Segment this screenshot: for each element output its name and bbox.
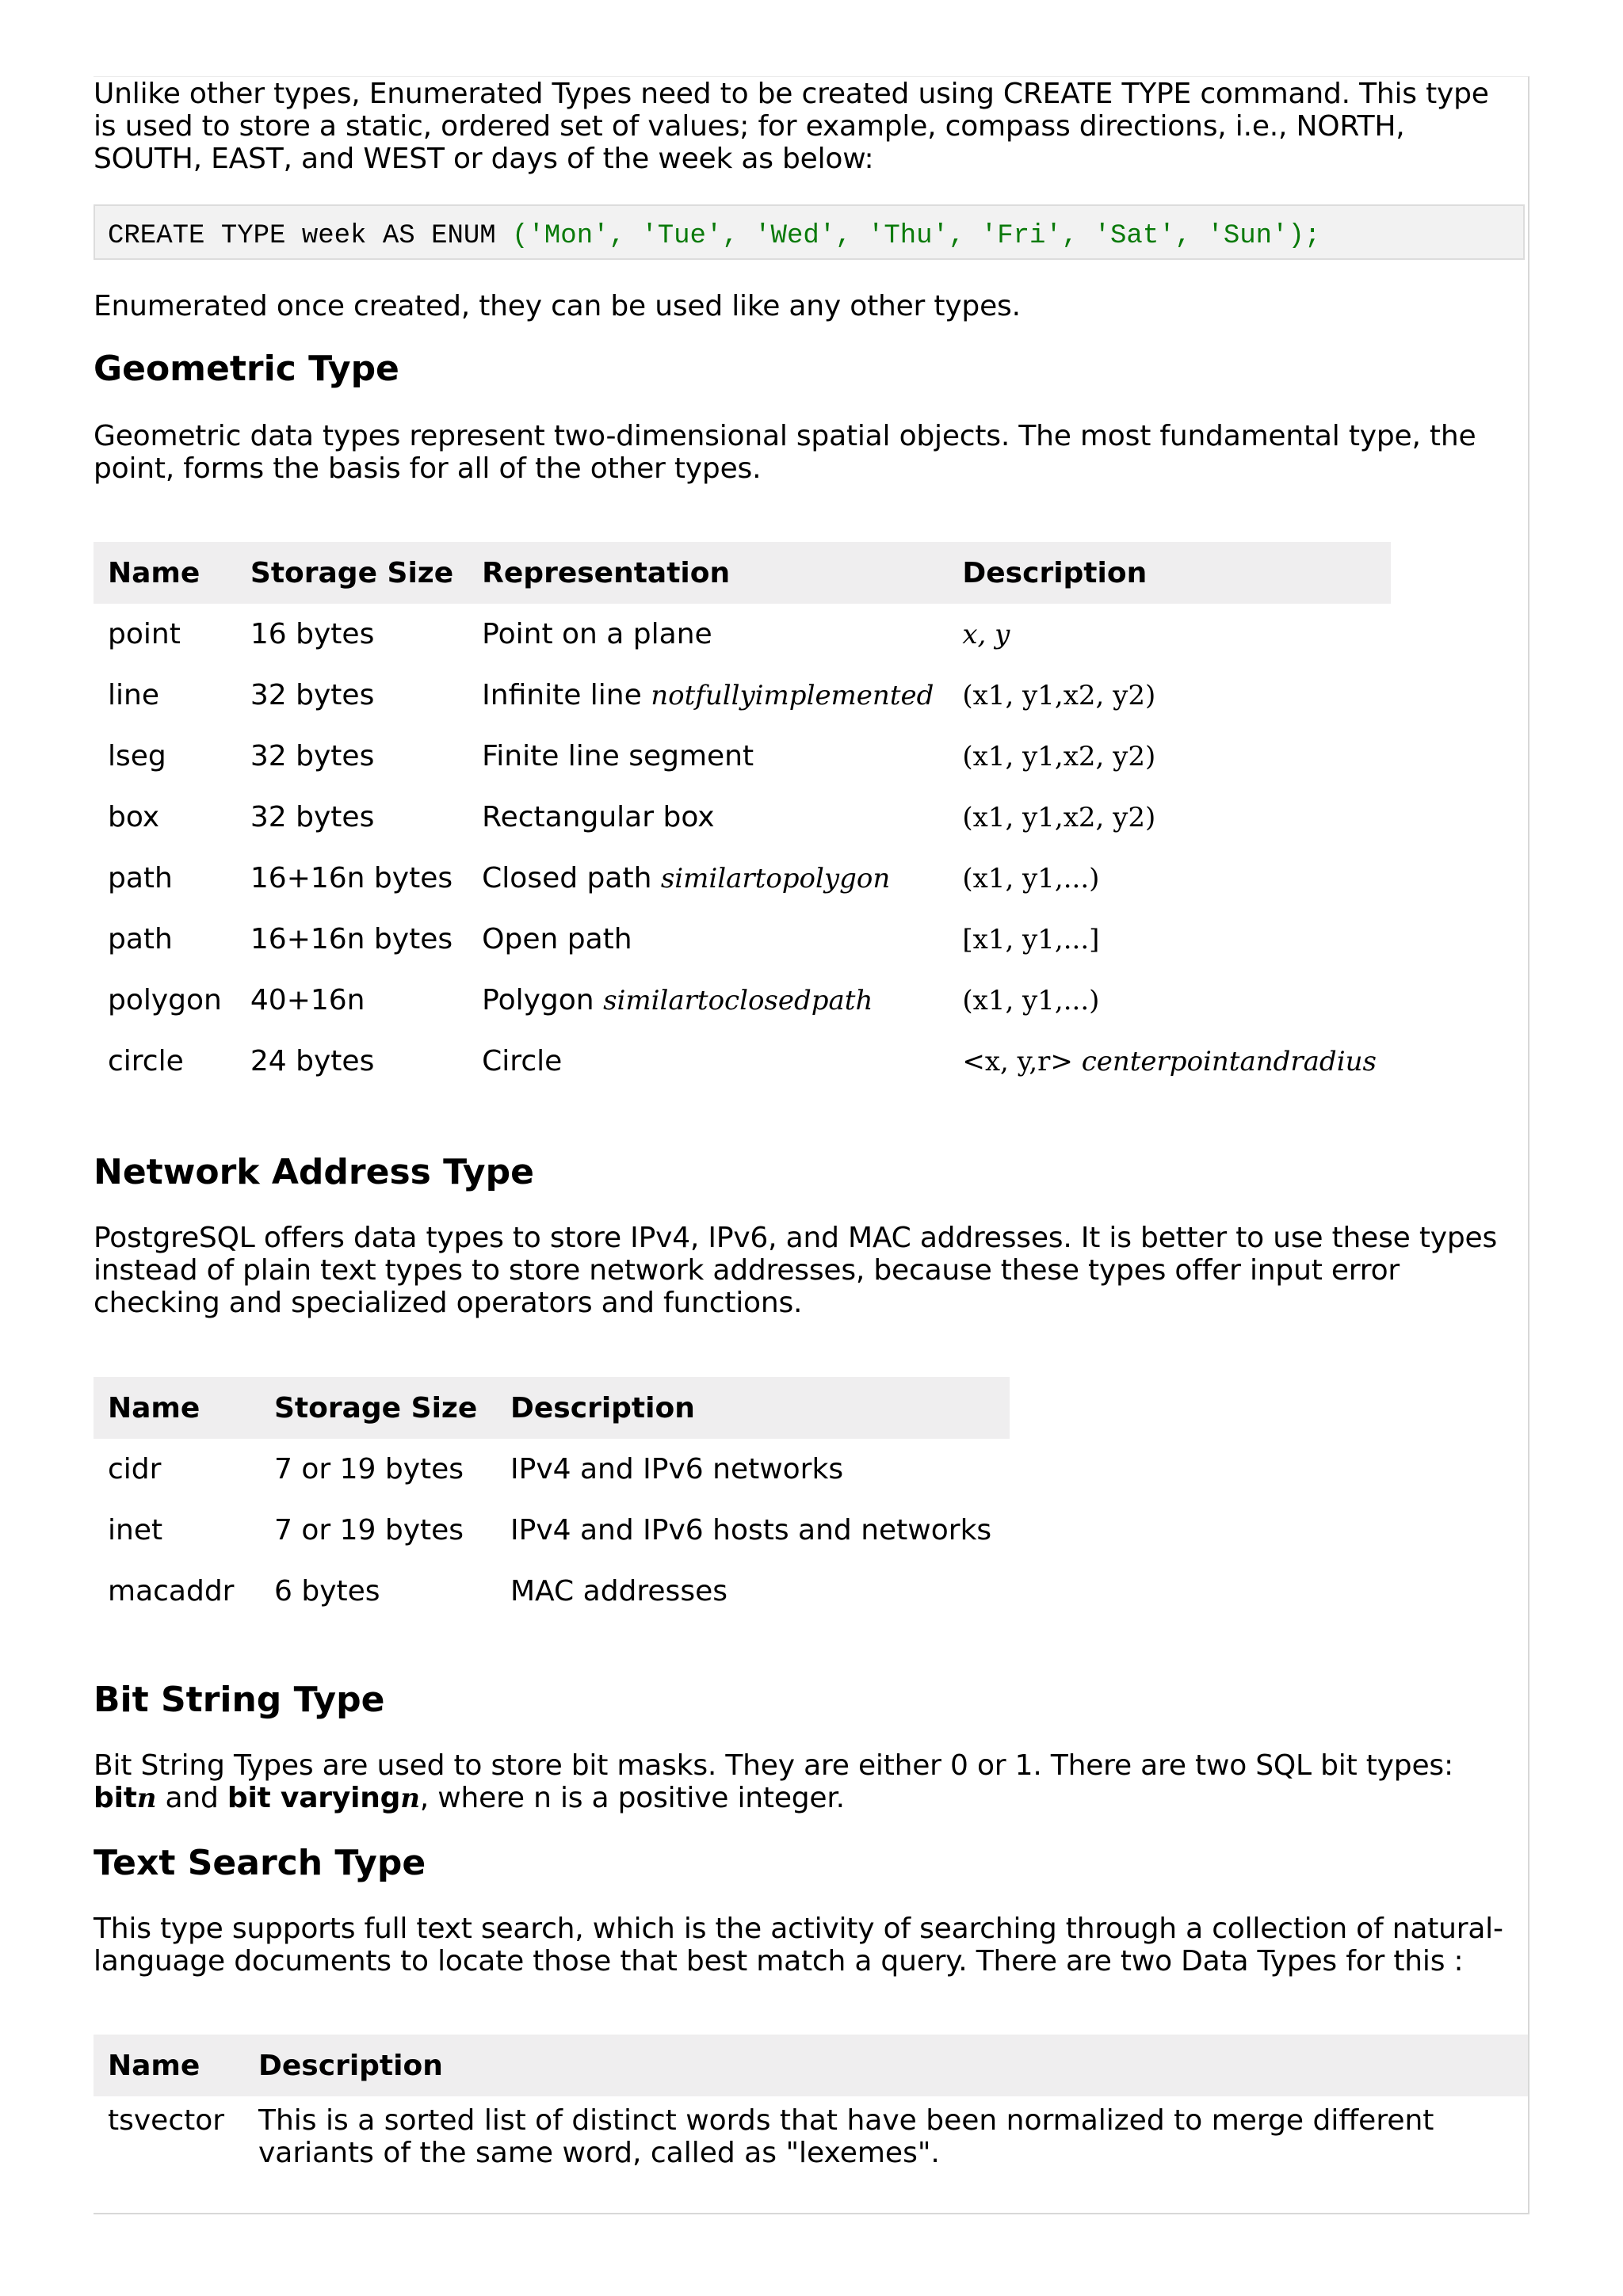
column-header: Description xyxy=(496,1377,1010,1439)
column-header: Storage Size xyxy=(236,542,468,604)
cell-description: [x1, y1,...] xyxy=(962,924,1100,955)
table-header-row xyxy=(94,542,1391,604)
network-line-3: checking and specialized operators and functions. xyxy=(94,1287,803,1319)
cell-name: path xyxy=(108,923,173,955)
cell-size: 16+16n bytes xyxy=(250,862,453,894)
table-row xyxy=(94,665,1391,726)
bitstring-line-1: Bit String Types are used to store bit masks. They are either 0 or 1. There are two SQL bit types: xyxy=(94,1749,1453,1782)
intro-line-2: is used to store a static, ordered set of values; for example, compass directions, i.e., NORTH, xyxy=(94,110,1405,143)
column-header: Name xyxy=(94,1377,260,1439)
table-row xyxy=(94,1031,1391,1092)
table-row xyxy=(94,909,1391,970)
cell-name: line xyxy=(108,679,159,711)
cell-description: IPv4 and IPv6 networks xyxy=(510,1453,844,1486)
bitstring-line-2: bitn and bit varyingn, where n is a positive integer. xyxy=(94,1782,845,1814)
network-heading: Network Address Type xyxy=(94,1152,534,1192)
intro-line-1: Unlike other types, Enumerated Types need to be created using CREATE TYPE command. This type xyxy=(94,78,1489,110)
cell-representation: Circle xyxy=(482,1045,563,1077)
cell-size: 32 bytes xyxy=(250,801,375,833)
cell-name: point xyxy=(108,618,181,650)
table-row xyxy=(94,1561,1010,1622)
code-keywords: CREATE TYPE week AS ENUM xyxy=(108,221,513,251)
cell-representation: Rectangular box xyxy=(482,801,715,833)
network-paragraph xyxy=(94,1222,1497,1319)
cell-name: lseg xyxy=(108,740,166,772)
cell-name: box xyxy=(108,801,160,833)
geometric-table xyxy=(94,542,1391,1092)
cell-size: 40+16n xyxy=(250,984,365,1016)
cell-description: IPv4 and IPv6 hosts and networks xyxy=(510,1514,992,1547)
code-block xyxy=(94,204,1525,260)
cell-name: tsvector xyxy=(108,2104,225,2137)
cell-representation: Point on a plane xyxy=(482,618,712,650)
cell-name: path xyxy=(108,862,173,894)
cell-name: polygon xyxy=(108,984,222,1016)
cell-description: (x1, y1,x2, y2) xyxy=(962,802,1156,833)
table-row xyxy=(94,787,1391,848)
network-line-1: PostgreSQL offers data types to store IPv4, IPv6, and MAC addresses. It is better to use these types xyxy=(94,1222,1498,1254)
table-row xyxy=(94,726,1391,787)
cell-description: (x1, y1,...) xyxy=(962,863,1100,894)
intro-line-3: SOUTH, EAST, and WEST or days of the week as below: xyxy=(94,143,874,175)
column-header: Storage Size xyxy=(260,1377,496,1439)
cell-size: 32 bytes xyxy=(250,740,375,772)
textsearch-line-1: This type supports full text search, which is the activity of searching through a collection of natural- xyxy=(94,1913,1503,1945)
network-table xyxy=(94,1377,1010,1622)
geometric-line-1: Geometric data types represent two-dimensional spatial objects. The most fundamental type, the xyxy=(94,420,1476,452)
cell-size: 16+16n bytes xyxy=(250,923,453,955)
table-row xyxy=(94,970,1391,1031)
cell-representation: Finite line segment xyxy=(482,740,754,772)
table-row xyxy=(94,1439,1010,1500)
cell-size: 7 or 19 bytes xyxy=(274,1514,464,1547)
cell-description: This is a sorted list of distinct words that have been normalized to merge different variants of the same word, called as "lexemes". xyxy=(258,2104,1434,2169)
cell-description: x, y xyxy=(962,619,1010,650)
cell-description: MAC addresses xyxy=(510,1575,727,1608)
cell-size: 32 bytes xyxy=(250,679,375,711)
column-header: Description xyxy=(948,542,1391,604)
cell-size: 16 bytes xyxy=(250,618,375,650)
cell-description: (x1, y1,x2, y2) xyxy=(962,680,1156,711)
geometric-heading: Geometric Type xyxy=(94,349,399,389)
network-line-2: instead of plain text types to store network addresses, because these types offer input error xyxy=(94,1254,1400,1287)
geometric-paragraph xyxy=(94,420,1476,485)
cell-representation: Closed path similartopolygon xyxy=(482,862,891,894)
enum-note: Enumerated once created, they can be used like any other types. xyxy=(94,290,1021,322)
column-header: Name xyxy=(94,2035,244,2096)
cell-description: <x, y,r> centerpointandradius xyxy=(962,1046,1377,1077)
code-values: ('Mon', 'Tue', 'Wed', 'Thu', 'Fri', 'Sat', 'Sun'); xyxy=(512,221,1321,251)
cell-representation: Open path xyxy=(482,923,632,955)
table-row xyxy=(94,1500,1010,1561)
cell-name: cidr xyxy=(108,1453,162,1486)
table-header-row xyxy=(94,1377,1010,1439)
bitstring-heading: Bit String Type xyxy=(94,1680,385,1720)
cell-name: circle xyxy=(108,1045,184,1077)
column-header: Description xyxy=(244,2035,1528,2096)
textsearch-paragraph xyxy=(94,1913,1503,1978)
cell-description: (x1, y1,...) xyxy=(962,985,1100,1016)
textsearch-heading: Text Search Type xyxy=(94,1843,426,1883)
table-row xyxy=(94,2096,1528,2169)
table-row xyxy=(94,848,1391,909)
textsearch-line-2: language documents to locate those that best match a query. There are two Data Types for this : xyxy=(94,1945,1464,1978)
cell-representation: Polygon similartoclosedpath xyxy=(482,984,873,1016)
cell-name: inet xyxy=(108,1514,163,1547)
cell-name: macaddr xyxy=(108,1575,235,1608)
column-header: Representation xyxy=(468,542,948,604)
geometric-line-2: point, forms the basis for all of the other types. xyxy=(94,452,762,485)
intro-paragraph xyxy=(94,78,1489,175)
cell-description: (x1, y1,x2, y2) xyxy=(962,741,1156,772)
document-content xyxy=(94,76,1529,2214)
cell-representation: Infinite line notfullyimplemented xyxy=(482,679,934,711)
bitstring-paragraph xyxy=(94,1749,1453,1815)
table-header-row xyxy=(94,2035,1528,2096)
table-row xyxy=(94,604,1391,665)
cell-size: 7 or 19 bytes xyxy=(274,1453,464,1486)
cell-size: 6 bytes xyxy=(274,1575,380,1608)
cell-size: 24 bytes xyxy=(250,1045,375,1077)
column-header: Name xyxy=(94,542,236,604)
textsearch-table xyxy=(94,2035,1528,2169)
